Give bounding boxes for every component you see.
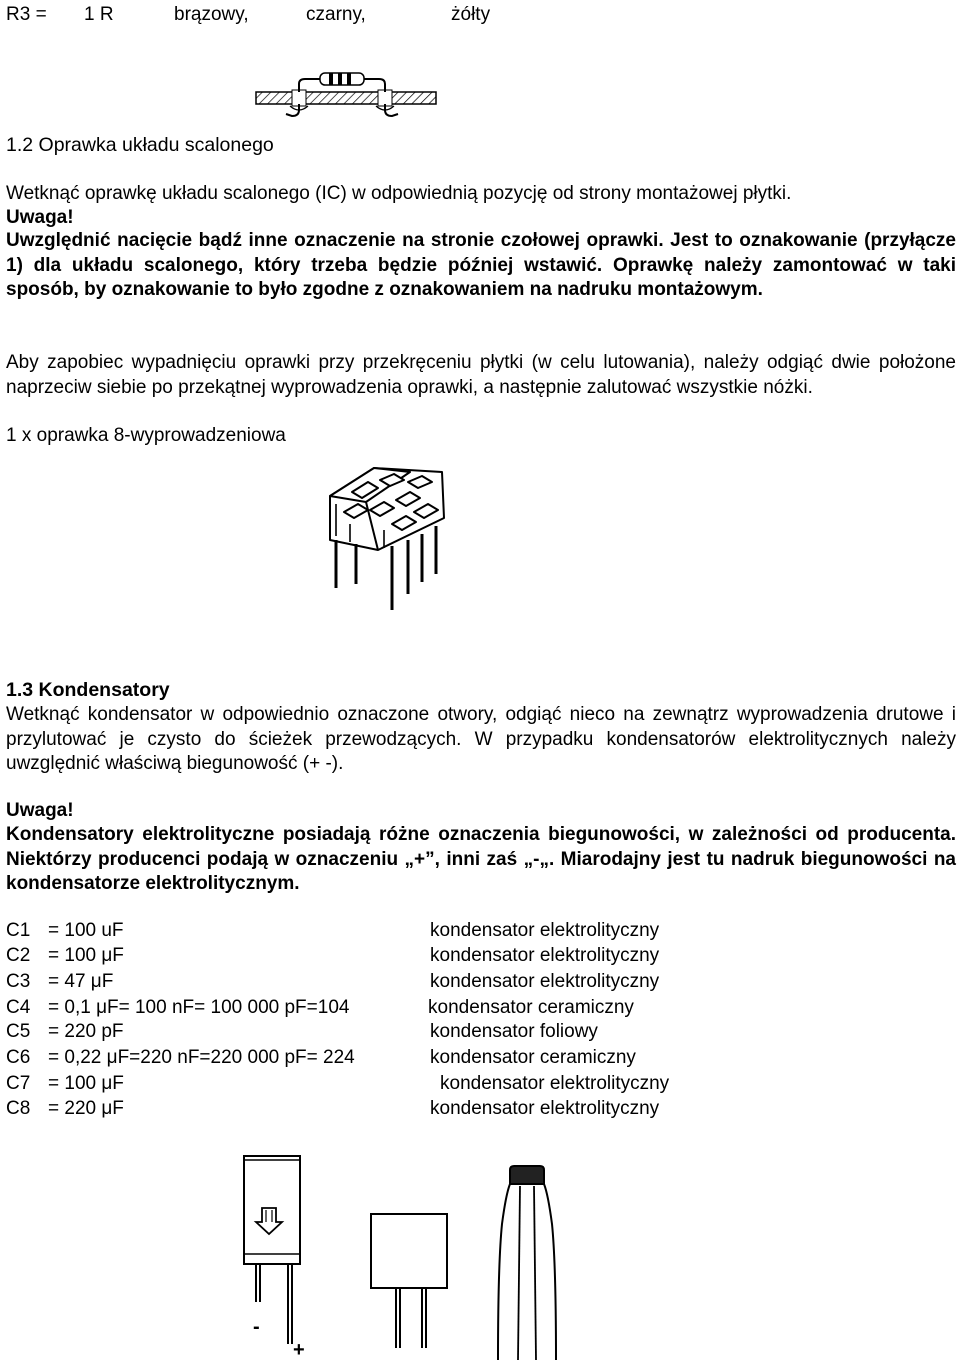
ic-parts-line: 1 x oprawka 8-wyprowadzeniowa [6,425,286,446]
capacitor-row [6,1021,956,1046]
ic-warning-label: Uwaga! [6,207,74,228]
capacitor-type: kondensator elektrolityczny [430,1098,660,1119]
capacitor-ref: C2 [6,945,31,966]
film-capacitor-figure [366,1208,456,1358]
capacitor-type: kondensator elektrolityczny [430,971,660,992]
caps-intro-text: Wetknąć kondensator w odpowiednio oznaczone otwory, odgiąć nieco na zewnątrz wyprowadzenia drutowe i przylutować je czysto do ścieżek przewodzących. W przypadku kondensatorów elektrolitycznych należy uwzględnić właściwą biegunowość (+ -). [6,704,956,774]
caps-warning-label: Uwaga! [6,800,74,821]
resistor-ref: R3 = [6,4,47,25]
capacitor-value: = 100 μF [48,945,124,966]
capacitor-row [6,1073,956,1098]
polarity-minus-label: - [253,1316,260,1338]
polarity-plus-label: + [293,1339,305,1361]
resistor-color-3: żółty [451,4,491,25]
ic-socket-figure [322,464,452,614]
capacitor-ref: C8 [6,1098,31,1119]
capacitor-ref: C4 [6,997,31,1018]
ic-warning-text: Uwzględnić nacięcie bądź inne oznaczenie na stronie czołowej oprawki. Jest to oznakowanie (przyłącze 1) dla układu scalonego, który trzeba będzie później wstawić. Oprawkę należy zamontować w taki sposób, by oznakowanie to było zgodne z oznakowaniem na nadruku montażowym. [6,230,956,300]
resistor-color-1: brązowy, [174,4,249,25]
caps-warning-text: Kondensatory elektrolityczne posiadają różne oznaczenia biegunowości, w zależności od producenta. Niektórzy producenci podają w oznaczeniu „+”, inni zaś „-„. Miarodajny jest tu nadruk biegunowości na kondensatorze elektrolitycznym. [6,824,956,894]
capacitor-row [6,945,956,970]
capacitor-type: kondensator ceramiczny [428,997,634,1018]
ic-intro-text: Wetknąć oprawkę układu scalonego (IC) w odpowiednią pozycję od strony montażowej płytki. [6,183,792,204]
capacitor-value: = 0,1 μF= 100 nF= 100 000 pF=104 [48,997,350,1018]
capacitor-row [6,1047,956,1072]
ceramic-capacitor-figure [496,1164,560,1362]
capacitor-row [6,920,956,945]
capacitor-row [6,971,956,996]
capacitor-ref: C3 [6,971,31,992]
resistor-color-2: czarny, [306,4,366,25]
capacitor-row [6,1098,956,1123]
resistor-mounting-figure [250,70,442,120]
capacitor-value: = 220 pF [48,1021,124,1042]
capacitor-type: kondensator elektrolityczny [440,1073,670,1094]
capacitor-value: = 47 μF [48,971,114,992]
ic-solder-text: Aby zapobiec wypadnięciu oprawki przy przekręceniu płytki (w celu lutowania), należy odgiąć dwie położone naprzeciw siebie po przekątnej wyprowadzenia oprawki, a następnie zalutować wszystkie nóżki. [6,352,956,398]
resistor-value: 1 R [84,4,114,25]
capacitor-value: = 100 uF [48,920,124,941]
capacitor-ref: C7 [6,1073,31,1094]
capacitor-ref: C5 [6,1021,31,1042]
capacitor-value: = 220 μF [48,1098,124,1119]
capacitor-row [6,997,956,1022]
capacitor-ref: C6 [6,1047,31,1068]
section-heading-ic-socket: 1.2 Oprawka układu scalonego [6,134,274,156]
electrolytic-capacitor-figure [238,1150,318,1360]
capacitor-value: = 100 μF [48,1073,124,1094]
section-heading-capacitors: 1.3 Kondensatory [6,679,170,701]
capacitor-ref: C1 [6,920,31,941]
capacitor-type: kondensator elektrolityczny [430,920,660,941]
capacitor-value: = 0,22 μF=220 nF=220 000 pF= 224 [48,1047,355,1068]
capacitor-type: kondensator ceramiczny [430,1047,636,1068]
capacitor-type: kondensator elektrolityczny [430,945,660,966]
capacitor-type: kondensator foliowy [430,1021,598,1042]
